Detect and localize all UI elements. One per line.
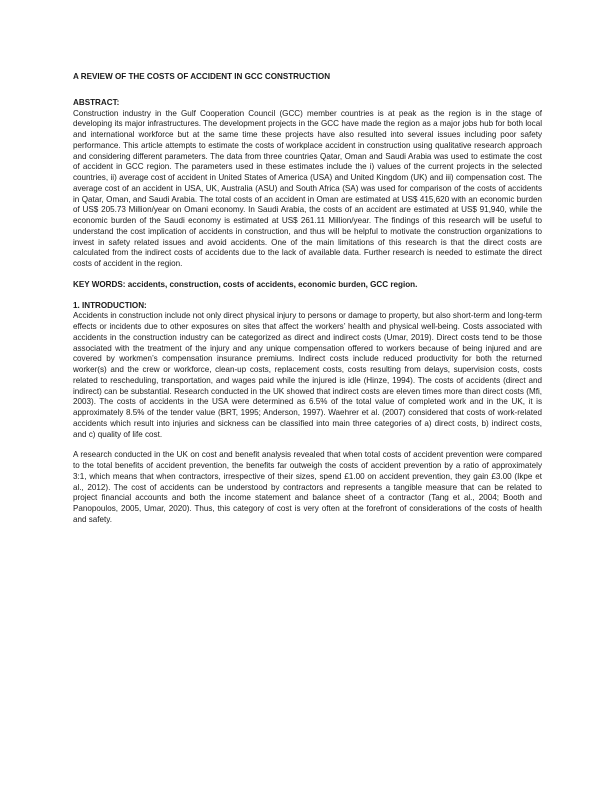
keywords-line: KEY WORDS: accidents, construction, costs of accidents, economic burden, GCC region. bbox=[73, 279, 418, 289]
introduction-heading: 1. INTRODUCTION: bbox=[73, 300, 147, 310]
introduction-paragraph-2: A research conducted in the UK on cost and benefit analysis revealed that when total costs of accident prevention were compared to the total benefits of accident prevention, the benefits far outweigh the costs of accident prevention by a ratio of approximately 3:1, which means that when contractors, irrespective of their sizes, spend £1.00 on accident prevention, they gain £3.00 (Ikpe et al., 2012). The cost of accidents can be understood by contractors and represents a tangible measure that can be related to project financial accounts and both the income statement and balance sheet of a contractor (Tang et al., 2004; Booth and Panopoulos, 2005, Umar, 2020). Thus, this category of cost is very often at the forefront of considerations of the costs of health and safety. bbox=[73, 450, 542, 524]
paper-title: A REVIEW OF THE COSTS OF ACCIDENT IN GCC CONSTRUCTION bbox=[73, 72, 331, 81]
abstract-text: Construction industry in the Gulf Cooperation Council (GCC) member countries is at peak as the region is in the stage of developing its major infrastructures. The development projects in the GCC have made the region as a major jobs hub for both local and international workforce but at the same time these projects have also resulted into several issues including poor safety performance. This article attempts to estimate the costs of workplace accident in construction using qualitative research approach and considering different parameters. The data from three countries Qatar, Oman and Saudi Arabia was used to estimate the cost of accident in GCC region. The parameters used in these estimates include the i) values of the current projects in the selected countries, ii) average cost of accident in United States of America (USA) and United Kingdom (UK) and iii) compensation cost. The average cost of an accident in USA, UK, Australia (ASU) and South Africa (SA) was used for comparison of the costs of accidents in Qatar, Oman, and Saudi Arabia. The total costs of an accident in Oman are estimated at US$ 415,620 with an economic burden of US$ 205.73 Million/year on Omani economy. In Saudi Arabia, the costs of an accident are estimated at US$ 91,940, while the economic burden of the Saudi economy is estimated at US$ 261.11 Million/year. The findings of this research will be useful to understand the cost implication of accidents in construction, and thus will be helpful to motivate the construction organizations to invest in safety related issues and avoid accidents. One of the main limitations of this research is that the direct costs are calculated from the indirect costs of accidents due to the lack of available data. Further research is needed to estimate the direct costs of accident in the region. bbox=[73, 108, 542, 268]
page-content bbox=[73, 72, 542, 536]
abstract-heading: ABSTRACT: bbox=[73, 97, 120, 107]
introduction-paragraph-1: Accidents in construction include not only direct physical injury to persons or damage to property, but also short-term and long-term effects or incidents due to other exposures on sites that affect the workers’ health and physical well-being. Costs associated with accidents in the construction industry can be categorized as direct and indirect costs (Umar, 2019). Direct costs tend to be those associated with the treatment of the injury and any unique compensation offered to workers because of being injured and are covered by workmen’s compensation insurance premiums. Indirect costs include reduced productivity for both the returned worker(s) and the crew or workforce, clean-up costs, replacement costs, costs resulting from delays, supervision costs, costs related to rescheduling, transportation, and wages paid while the injured is idle (Hinze, 1994). The costs of accidents (direct and indirect) can be substantial. Research conducted in the UK showed that indirect costs are eleven times more than direct costs (Mfi, 2003). The costs of accidents in the USA were determined as 6.5% of the total value of completed work and in the UK, it is approximately 8.5% of the tender value (BRT, 1995; Anderson, 1997). Waehrer et al. (2007) considered that costs of work-related accidents which result into injuries and sickness can be classified into main three categories of a) direct costs, b) indirect costs, and c) quality of life cost. bbox=[73, 311, 542, 439]
